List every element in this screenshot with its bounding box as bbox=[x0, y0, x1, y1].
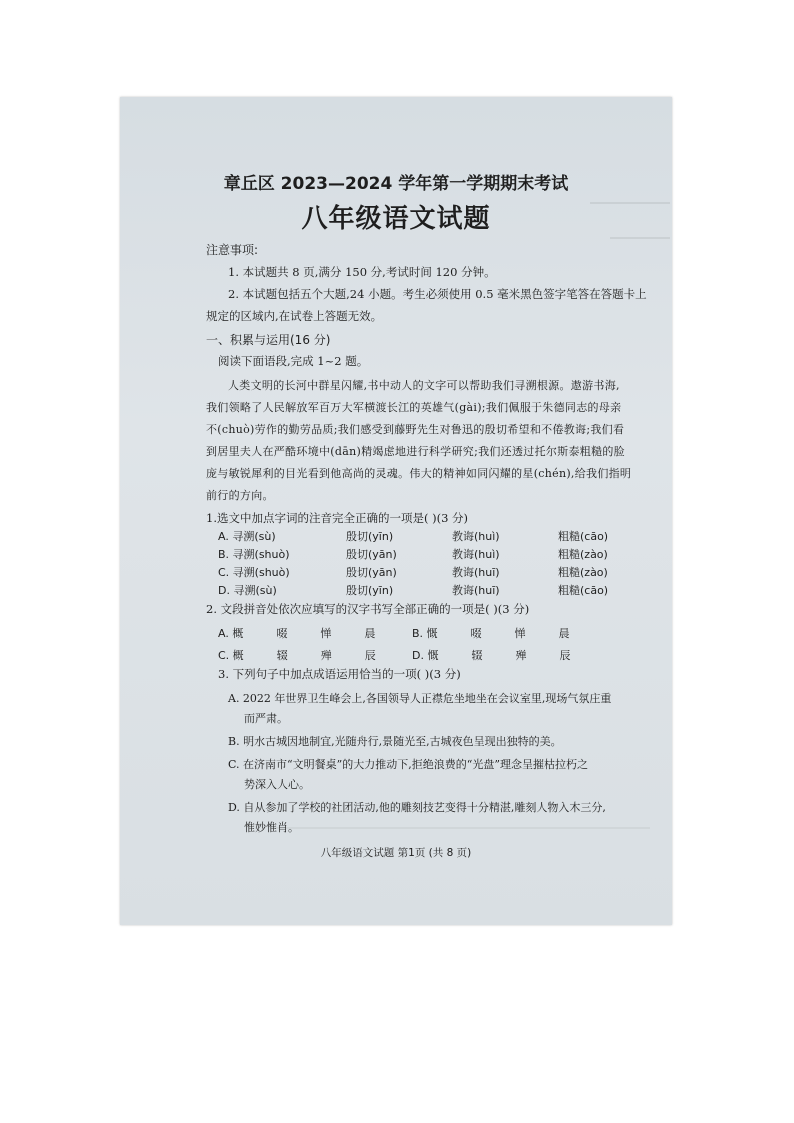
q2-option-c bbox=[218, 647, 376, 663]
q1-option-c-c4: 粗糙(zào) bbox=[558, 566, 608, 579]
q1-option-b-c1: B. 寻溯(shuò) bbox=[218, 548, 290, 561]
passage-line-2: 我们领略了人民解放军百万大军横渡长江的英雄气(gài);我们佩服于朱德同志的母亲 bbox=[206, 401, 622, 414]
q3-option-a-line-2: 而严肃。 bbox=[244, 712, 288, 725]
q1-option-c-c1: C. 寻溯(shuò) bbox=[218, 566, 290, 579]
q1-option-a-c2: 殷切(yīn) bbox=[346, 530, 394, 543]
bleed-through-mark bbox=[270, 827, 650, 829]
q2-option-b-w4: 晨 bbox=[558, 627, 570, 640]
q2-option-b-w2: 啜 bbox=[470, 627, 482, 640]
q1-option-b-c4: 粗糙(zào) bbox=[558, 548, 608, 561]
exam-title: 章丘区 2023—2024 学年第一学期期末考试 bbox=[223, 174, 569, 194]
q3-option-c-line-2: 势深入人心。 bbox=[244, 778, 310, 791]
notice-heading: 注意事项: bbox=[206, 243, 259, 257]
question-1-stem: 1.选文中加点字词的注音完全正确的一项是( )(3 分) bbox=[206, 511, 469, 525]
passage-line-5: 庞与敏锐犀利的目光看到他高尚的灵魂。伟大的精神如同闪耀的星(chén),给我们指明 bbox=[206, 467, 632, 480]
bleed-through-mark bbox=[610, 237, 670, 239]
question-3-stem: 3. 下列句子中加点成语运用恰当的一项( )(3 分) bbox=[218, 667, 461, 681]
bleed-through-mark bbox=[590, 202, 670, 204]
q2-option-d-w1: D. 慨 bbox=[412, 649, 439, 662]
q1-option-d-c3: 教诲(huī) bbox=[452, 584, 500, 597]
q1-option-d-c2: 殷切(yīn) bbox=[346, 584, 394, 597]
passage-line-6: 前行的方向。 bbox=[206, 489, 274, 502]
q2-option-b-w1: B. 慨 bbox=[412, 627, 438, 640]
q1-option-a-c3: 教诲(huì) bbox=[452, 530, 500, 543]
notice-item-2-line-1: 2. 本试题包括五个大题,24 小题。考生必须使用 0.5 毫米黑色签字笔答在答题卡上 bbox=[228, 287, 647, 301]
page-footer: 八年级语文试题 第1页 (共 8 页) bbox=[320, 847, 472, 859]
passage-line-3: 不(chuò)劳作的勤劳品质;我们感受到藤野先生对鲁迅的殷切希望和不倦教诲;我们看 bbox=[206, 423, 625, 436]
q2-option-a bbox=[218, 625, 375, 641]
passage-line-1: 人类文明的长河中群星闪耀,书中动人的文字可以帮助我们寻溯根源。遨游书海, bbox=[228, 379, 620, 392]
q2-option-a-w3: 惮 bbox=[320, 627, 332, 640]
q2-option-d-w3: 殚 bbox=[515, 649, 527, 662]
q2-option-a-w4: 晨 bbox=[364, 627, 376, 640]
q1-option-d-c1: D. 寻溯(sù) bbox=[218, 584, 277, 597]
q2-option-c-w3: 殚 bbox=[320, 649, 332, 662]
question-2-stem: 2. 文段拼音处依次应填写的汉字书写全部正确的一项是( )(3 分) bbox=[206, 602, 530, 616]
q2-option-c-w1: C. 概 bbox=[218, 649, 244, 662]
section-1-heading: 一、积累与运用(16 分) bbox=[206, 333, 331, 347]
section-1-instruction: 阅读下面语段,完成 1~2 题。 bbox=[218, 354, 369, 368]
q1-option-c-c2: 殷切(yān) bbox=[346, 566, 397, 579]
q2-option-d-w4: 辰 bbox=[559, 649, 571, 662]
q2-option-c-w2: 辍 bbox=[276, 649, 288, 662]
q1-option-a-c4: 粗糙(cāo) bbox=[558, 530, 609, 543]
q2-option-a-w1: A. 概 bbox=[218, 627, 244, 640]
q1-option-b-c3: 教诲(huì) bbox=[452, 548, 500, 561]
passage-line-4: 到居里夫人在严酷环境中(dān)精竭虑地进行科学研究;我们还透过托尔斯泰粗糙的脸 bbox=[206, 445, 625, 458]
q3-option-b-line-1: B. 明水古城因地制宜,光随舟行,景随光至,古城夜色呈现出独特的美。 bbox=[228, 735, 562, 748]
q1-option-a-c1: A. 寻溯(sù) bbox=[218, 530, 276, 543]
q2-option-b bbox=[412, 625, 570, 641]
notice-item-2-line-2: 规定的区域内,在试卷上答题无效。 bbox=[206, 309, 383, 323]
q1-option-b-c2: 殷切(yān) bbox=[346, 548, 397, 561]
q2-option-b-w3: 惮 bbox=[514, 627, 526, 640]
q2-option-d-w2: 辍 bbox=[471, 649, 483, 662]
q3-option-c-line-1: C. 在济南市“文明餐桌”的大力推动下,拒绝浪费的“光盘”理念呈摧枯拉朽之 bbox=[228, 758, 589, 771]
q2-option-c-w4: 辰 bbox=[364, 649, 376, 662]
q3-option-d-line-1: D. 自从参加了学校的社团活动,他的雕刻技艺变得十分精湛,雕刻人物入木三分, bbox=[228, 801, 606, 814]
exam-paper-sheet bbox=[120, 97, 672, 925]
q2-option-d bbox=[412, 647, 570, 663]
q3-option-d-line-2: 惟妙惟肖。 bbox=[244, 821, 299, 834]
q3-option-a-line-1: A. 2022 年世界卫生峰会上,各国领导人正襟危坐地坐在会议室里,现场气氛庄重 bbox=[228, 692, 612, 705]
notice-item-1: 1. 本试题共 8 页,满分 150 分,考试时间 120 分钟。 bbox=[228, 265, 496, 279]
q2-option-a-w2: 啜 bbox=[276, 627, 288, 640]
q1-option-d-c4: 粗糙(cāo) bbox=[558, 584, 609, 597]
q1-option-c-c3: 教诲(huī) bbox=[452, 566, 500, 579]
subject-title: 八年级语文试题 bbox=[301, 204, 491, 234]
